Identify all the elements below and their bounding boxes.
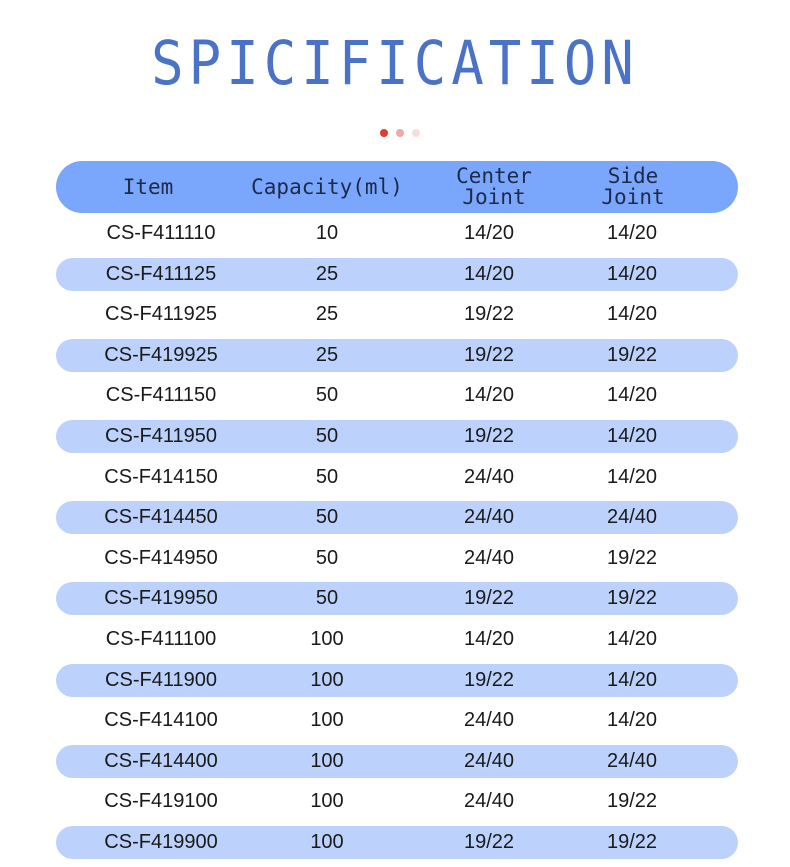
table-row	[56, 213, 738, 254]
cell-capacity: 50	[315, 424, 339, 447]
table-row	[56, 294, 738, 335]
cell-item: CS-F411900	[105, 668, 217, 691]
cell-capacity: 100	[310, 830, 344, 853]
cell-side-joint: 14/20	[606, 262, 658, 285]
header-side-joint: Side Joint	[601, 164, 665, 209]
cell-item: CS-F419900	[104, 830, 218, 853]
cell-item: CS-F414150	[104, 465, 218, 488]
cell-side-joint: 19/22	[606, 790, 658, 813]
cell-item: CS-F414400	[104, 749, 218, 772]
cell-center-joint: 14/20	[463, 222, 515, 244]
table-row	[56, 538, 738, 579]
cell-item: CS-F419950	[104, 587, 218, 610]
cell-capacity: 100	[310, 749, 344, 772]
cell-center-joint: 24/40	[463, 546, 515, 569]
table-row	[56, 781, 738, 822]
cell-side-joint: 14/20	[606, 668, 658, 691]
table-row	[56, 578, 738, 619]
cell-side-joint: 14/20	[606, 627, 658, 650]
cell-center-joint: 19/22	[463, 668, 515, 691]
table-row	[56, 457, 738, 498]
cell-side-joint: 24/40	[606, 506, 658, 529]
cell-center-joint: 24/40	[463, 465, 515, 488]
cell-center-joint: 24/40	[463, 506, 515, 529]
page-title: SPICIFICATION	[151, 28, 639, 99]
cell-side-joint: 14/20	[606, 303, 658, 326]
cell-item: CS-F411925	[105, 303, 217, 326]
dot-indicator	[396, 129, 404, 137]
table-row	[56, 375, 738, 416]
table-row	[56, 822, 738, 863]
table-row	[56, 660, 738, 701]
cell-capacity: 100	[310, 790, 344, 813]
header-center-joint: Center Joint	[456, 164, 532, 209]
cell-item: CS-F419100	[104, 790, 218, 813]
cell-side-joint: 14/20	[606, 384, 658, 407]
cell-capacity: 50	[315, 587, 339, 610]
cell-center-joint: 19/22	[463, 424, 515, 447]
dot-indicator	[412, 129, 420, 137]
cell-capacity: 25	[315, 343, 339, 366]
table-row	[56, 619, 738, 660]
cell-capacity: 50	[315, 384, 339, 407]
table-row	[56, 497, 738, 538]
cell-item: CS-F411950	[105, 424, 217, 447]
cell-center-joint: 19/22	[463, 830, 515, 853]
table-header	[56, 161, 738, 213]
cell-center-joint: 19/22	[463, 587, 515, 610]
cell-side-joint: 14/20	[606, 424, 658, 447]
cell-item: CS-F419925	[104, 343, 218, 366]
cell-center-joint: 24/40	[463, 709, 515, 732]
cell-side-joint: 19/22	[606, 830, 658, 853]
cell-capacity: 50	[315, 506, 339, 529]
cell-side-joint: 19/22	[606, 587, 658, 610]
cell-capacity: 100	[310, 709, 344, 732]
cell-capacity: 10	[315, 222, 339, 244]
cell-center-joint: 19/22	[463, 303, 515, 326]
cell-center-joint: 14/20	[463, 384, 515, 407]
cell-item: CS-F411150	[105, 384, 217, 407]
table-row	[56, 700, 738, 741]
cell-side-joint: 14/20	[606, 709, 658, 732]
cell-item: CS-F414100	[104, 709, 218, 732]
table-row	[56, 741, 738, 782]
cell-item: CS-F411100	[105, 627, 217, 650]
cell-capacity: 50	[315, 546, 339, 569]
cell-capacity: 25	[315, 262, 339, 285]
table-row	[56, 416, 738, 457]
header-capacity: Capacity(ml)	[251, 174, 403, 199]
cell-center-joint: 14/20	[463, 262, 515, 285]
cell-capacity: 100	[310, 668, 344, 691]
pagination-dots	[380, 129, 420, 139]
table-body	[56, 213, 738, 863]
cell-side-joint: 19/22	[606, 546, 658, 569]
cell-side-joint: 14/20	[606, 222, 658, 244]
cell-item: CS-F414450	[104, 506, 218, 529]
table-row	[56, 254, 738, 295]
cell-center-joint: 24/40	[463, 790, 515, 813]
cell-capacity: 25	[315, 303, 339, 326]
dot-indicator-active	[380, 129, 388, 137]
cell-side-joint: 24/40	[606, 749, 658, 772]
header-item: Item	[122, 174, 174, 199]
cell-side-joint: 19/22	[606, 343, 658, 366]
cell-capacity: 50	[315, 465, 339, 488]
cell-item: CS-F411125	[105, 262, 217, 285]
cell-center-joint: 14/20	[463, 627, 515, 650]
cell-item: CS-F414950	[104, 546, 218, 569]
cell-center-joint: 24/40	[463, 749, 515, 772]
cell-center-joint: 19/22	[463, 343, 515, 366]
cell-side-joint: 14/20	[606, 465, 658, 488]
table-row	[56, 335, 738, 376]
cell-item: CS-F411110	[106, 222, 216, 244]
cell-capacity: 100	[310, 627, 344, 650]
